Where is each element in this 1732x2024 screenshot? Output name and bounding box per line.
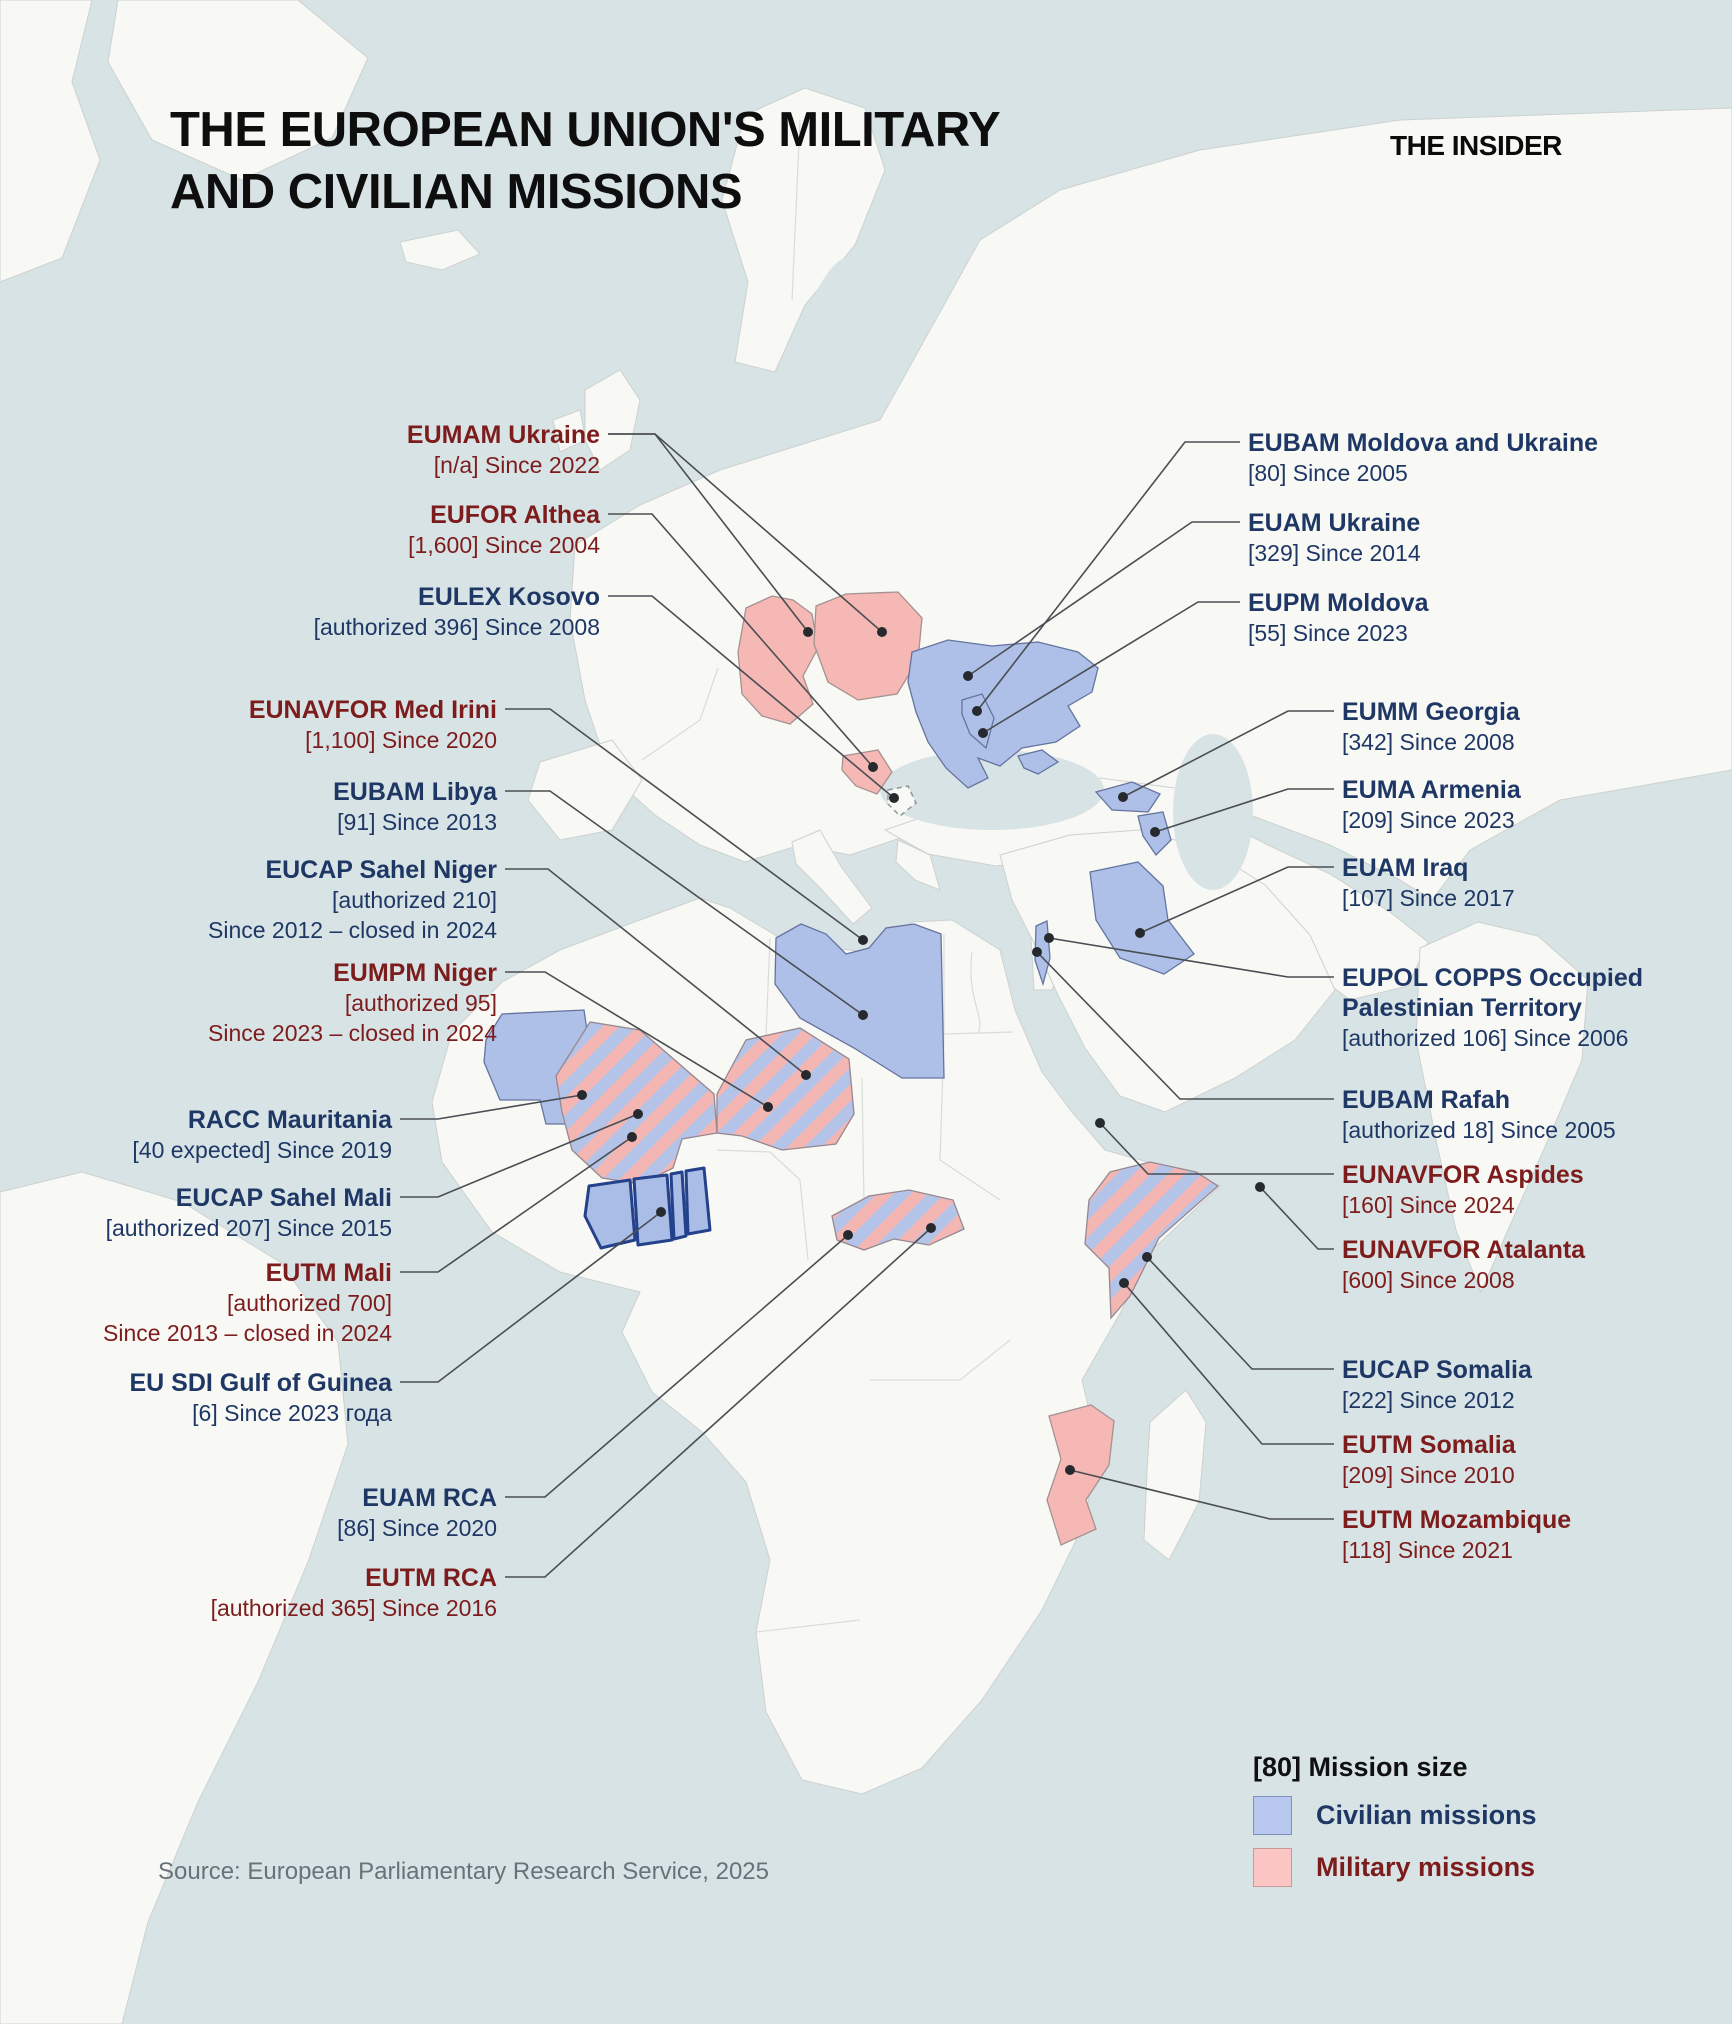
mission-location-dot (963, 671, 973, 681)
brand-logo: THE INSIDER (1390, 130, 1562, 161)
mission-label-eubam-rafah (1342, 1085, 1732, 1145)
mission-name: EUPOL COPPS Occupied Palestinian Territory (1342, 964, 1644, 1022)
mission-label-eupm-moldova (1248, 588, 1648, 648)
mission-location-dot (1135, 928, 1145, 938)
legend (1253, 1752, 1537, 1887)
mission-info: [160] Since 2024 (1342, 1192, 1515, 1218)
mission-location-dot (926, 1223, 936, 1233)
mission-info: [107] Since 2017 (1342, 885, 1515, 911)
legend-civilian-label: Civilian missions (1316, 1800, 1537, 1830)
mission-label-eunavfor-aspides (1342, 1160, 1732, 1220)
mission-name: EUMAM Ukraine (406, 421, 600, 449)
legend-row-civilian (1253, 1796, 1537, 1835)
mission-info: [authorized 207] Since 2015 (105, 1215, 392, 1241)
mission-label-eutm-somalia (1342, 1430, 1732, 1490)
mission-info: [authorized 18] Since 2005 (1342, 1117, 1616, 1143)
mission-label-eucap-sahel-mali (0, 1183, 392, 1243)
mission-label-eutm-rca (37, 1563, 497, 1623)
mission-info: [329] Since 2014 (1248, 540, 1421, 566)
mission-name: EUTM Somalia (1342, 1431, 1516, 1459)
mission-info: [authorized 700] (227, 1290, 392, 1316)
mission-location-dot (801, 1070, 811, 1080)
mission-name: RACC Mauritania (187, 1106, 392, 1134)
mission-name: EUTM Mali (265, 1259, 392, 1287)
mission-info: [86] Since 2020 (337, 1515, 497, 1541)
mission-info: [authorized 210] (332, 887, 497, 913)
mission-location-dot (877, 627, 887, 637)
mission-label-racc-mauritania (0, 1105, 392, 1165)
mission-location-dot (1119, 1278, 1129, 1288)
mission-name: EUNAVFOR Atalanta (1342, 1236, 1586, 1264)
mission-location-dot (1065, 1465, 1075, 1475)
map-country-togo (671, 1172, 686, 1239)
page-title-line2: AND CIVILIAN MISSIONS (170, 164, 743, 219)
page-title (170, 100, 1000, 223)
mission-location-dot (889, 793, 899, 803)
mission-name: EUNAVFOR Aspides (1342, 1161, 1584, 1189)
mission-info: [118] Since 2021 (1342, 1537, 1513, 1563)
map-land-madagascar (1144, 1390, 1206, 1560)
mission-location-dot (577, 1090, 587, 1100)
mission-info: [342] Since 2008 (1342, 729, 1515, 755)
mission-name: EUCAP Sahel Mali (175, 1184, 392, 1212)
mission-label-eucap-sahel-niger (37, 855, 497, 945)
mission-label-eulex-kosovo (140, 582, 600, 642)
mission-location-dot (1044, 933, 1054, 943)
mission-label-eumpm-niger (37, 958, 497, 1048)
mission-info: [authorized 396] Since 2008 (313, 614, 600, 640)
mission-info: [n/a] Since 2022 (433, 452, 600, 478)
mission-location-dot (978, 728, 988, 738)
mission-location-dot (763, 1102, 773, 1112)
map-country-ghana (634, 1175, 672, 1245)
mission-info: [40 expected] Since 2019 (132, 1137, 392, 1163)
mission-name: EUFOR Althea (430, 501, 600, 529)
mission-info: [authorized 106] Since 2006 (1342, 1025, 1629, 1051)
mission-location-dot (843, 1230, 853, 1240)
mission-info: [209] Since 2023 (1342, 807, 1515, 833)
mission-name: EUAM RCA (362, 1484, 497, 1512)
mission-info: Since 2023 – closed in 2024 (208, 1020, 497, 1046)
mission-location-dot (1255, 1182, 1265, 1192)
civilian-color-swatch (1253, 1796, 1292, 1835)
mission-info: [6] Since 2023 года (192, 1400, 392, 1426)
mission-label-eupol-copps-occupied-palestinian-territory (1342, 963, 1732, 1053)
mission-name: EUMM Georgia (1342, 698, 1520, 726)
mission-location-dot (858, 1010, 868, 1020)
mission-label-eu-sdi-gulf-of-guinea (0, 1368, 392, 1428)
mission-info: [600] Since 2008 (1342, 1267, 1515, 1293)
mission-name: EUTM RCA (365, 1564, 497, 1592)
map-sea-caspian (1173, 734, 1253, 890)
leader-line (1070, 1470, 1334, 1519)
mission-info: [222] Since 2012 (1342, 1387, 1515, 1413)
legend-mission-size-label: [80] Mission size (1253, 1752, 1468, 1782)
mission-location-dot (972, 706, 982, 716)
leader-line (1147, 1257, 1334, 1369)
page-title-line1: THE EUROPEAN UNION'S MILITARY (170, 103, 1001, 157)
mission-name: EUMPM Niger (333, 959, 497, 987)
mission-label-euma-armenia (1342, 775, 1732, 835)
source-credit: Source: European Parliamentary Research Service, 2025 (158, 1858, 769, 1885)
mission-label-euam-ukraine (1248, 508, 1648, 568)
mission-label-eumam-ukraine (140, 420, 600, 480)
mission-name: EUBAM Libya (333, 778, 497, 806)
mission-name: EUPM Moldova (1248, 589, 1429, 617)
mission-name: EUBAM Moldova and Ukraine (1248, 429, 1599, 457)
mission-label-eutm-mali (0, 1258, 392, 1348)
military-color-swatch (1253, 1848, 1292, 1887)
mission-label-euam-iraq (1342, 853, 1732, 913)
mission-location-dot (633, 1109, 643, 1119)
mission-name: EUCAP Somalia (1342, 1356, 1532, 1384)
map-land-iceland (400, 230, 480, 270)
mission-location-dot (803, 627, 813, 637)
mission-label-eumm-georgia (1342, 697, 1732, 757)
mission-info: [80] Since 2005 (1248, 460, 1408, 486)
mission-info: Since 2012 – closed in 2024 (208, 917, 497, 943)
legend-row-military (1253, 1848, 1537, 1887)
mission-info: [91] Since 2013 (337, 809, 497, 835)
mission-info: [55] Since 2023 (1248, 620, 1408, 646)
mission-label-eubam-libya (37, 777, 497, 837)
mission-name: EUNAVFOR Med Irini (248, 696, 497, 724)
map-land-north-america (0, 0, 100, 282)
mission-location-dot (868, 762, 878, 772)
mission-label-eunavfor-med-irini (37, 695, 497, 755)
mission-info: [authorized 95] (344, 990, 497, 1016)
map-country-mozambique (1047, 1405, 1114, 1545)
legend-military-label: Military missions (1316, 1852, 1536, 1882)
leader-line (1260, 1187, 1334, 1249)
mission-label-eufor-althea (140, 500, 600, 560)
mission-label-eubam-moldova-and-ukraine (1248, 428, 1648, 488)
mission-name: EULEX Kosovo (418, 583, 600, 611)
mission-name: EU SDI Gulf of Guinea (129, 1369, 392, 1397)
mission-name: EUBAM Rafah (1342, 1086, 1511, 1114)
mission-label-eunavfor-atalanta (1342, 1235, 1732, 1295)
mission-name: EUAM Iraq (1342, 854, 1469, 882)
mission-location-dot (1142, 1252, 1152, 1262)
mission-location-dot (1095, 1118, 1105, 1128)
mission-location-dot (1032, 947, 1042, 957)
mission-name: EUTM Mozambique (1342, 1506, 1572, 1534)
mission-location-dot (1150, 827, 1160, 837)
mission-location-dot (656, 1207, 666, 1217)
mission-info: [1,100] Since 2020 (305, 727, 497, 753)
mission-location-dot (627, 1132, 637, 1142)
mission-label-euam-rca (37, 1483, 497, 1543)
mission-location-dot (1118, 792, 1128, 802)
mission-location-dot (858, 935, 868, 945)
mission-name: EUMA Armenia (1342, 776, 1521, 804)
mission-info: [209] Since 2010 (1342, 1462, 1515, 1488)
mission-info: [authorized 365] Since 2016 (210, 1595, 497, 1621)
mission-label-eutm-mozambique (1342, 1505, 1732, 1565)
mission-label-eucap-somalia (1342, 1355, 1732, 1415)
mission-info: Since 2013 – closed in 2024 (103, 1320, 392, 1346)
mission-info: [1,600] Since 2004 (408, 532, 600, 558)
mission-name: EUCAP Sahel Niger (265, 856, 497, 884)
mission-name: EUAM Ukraine (1248, 509, 1421, 537)
map-country-benin (686, 1168, 710, 1234)
